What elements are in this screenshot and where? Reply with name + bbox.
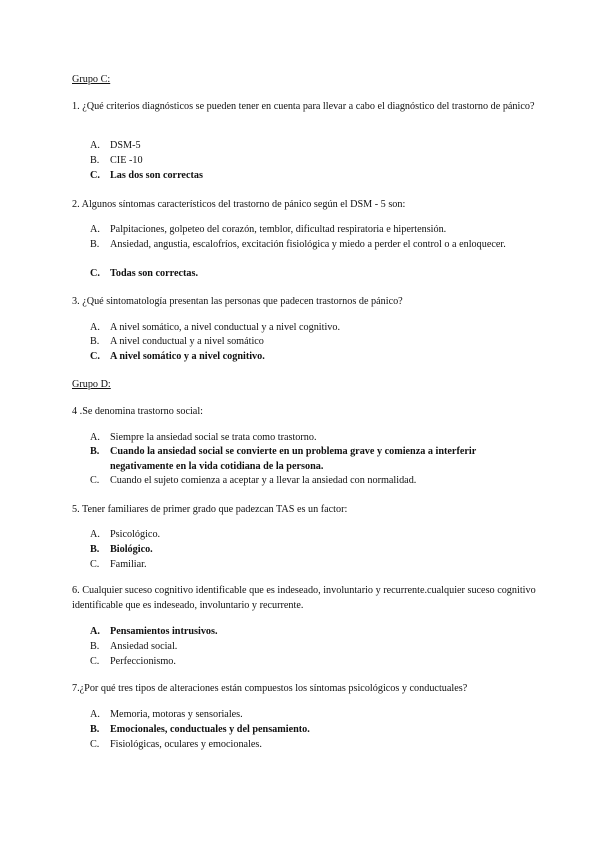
question-4: 4 .Se denomina trastorno social: <box>72 406 203 417</box>
question-2: 2. Algunos síntomas característicos del trastorno de pánico según el DSM - 5 son: <box>72 199 406 210</box>
q7-option-a: A. Memoria, motoras y sensoriales. <box>90 709 243 720</box>
question-3: 3. ¿Qué sintomatología presentan las personas que padecen trastornos de pánico? <box>72 296 403 307</box>
q6-option-b: B. Ansiedad social. <box>90 641 178 652</box>
q2-option-c: C. Todas son correctas. <box>90 268 199 279</box>
q1-option-b: B. CIE -10 <box>90 155 143 166</box>
q6-option-c: C. Perfeccionismo. <box>90 656 176 667</box>
question-1: 1. ¿Qué criterios diagnósticos se pueden tener en cuenta para llevar a cabo el diagnóstico del trastorno de pánico? <box>72 101 535 112</box>
q5-option-c: C. Familiar. <box>90 559 147 570</box>
q3-option-b: B. A nivel conductual y a nivel somático <box>90 336 264 347</box>
q7-option-c: C. Fisiológicas, oculares y emocionales. <box>90 739 262 750</box>
q5-option-a: A. Psicológico. <box>90 529 161 540</box>
q1-option-c: C. Las dos son correctas <box>90 170 203 181</box>
q4-option-a: A. Siempre la ansiedad social se trata como trastorno. <box>90 432 317 443</box>
question-7: 7.¿Por qué tres tipos de alteraciones están compuestos los síntomas psicológicos y conductuales? <box>72 683 468 694</box>
question-5: 5. Tener familiares de primer grado que padezcan TAS es un factor: <box>72 504 348 515</box>
q3-option-c: C. A nivel somático y a nivel cognitivo. <box>90 351 265 362</box>
group-d-heading: Grupo D: <box>72 379 111 390</box>
q3-option-a: A. A nivel somático, a nivel conductual y a nivel cognitivo. <box>90 322 341 333</box>
q1-option-a: A. DSM-5 <box>90 140 141 151</box>
q4-option-c: C. Cuando el sujeto comienza a aceptar y a llevar la ansiedad con normalidad. <box>90 475 417 486</box>
question-6: 6. Cualquier suceso cognitivo identificable que es indeseado, involuntario y recurrente.cualquier suceso cognitivo identificable que es indeseado, involuntario y recurrente. <box>72 585 536 611</box>
q6-option-a: A. Pensamientos intrusivos. <box>90 626 218 637</box>
q5-option-b: B. Biológico. <box>90 544 153 555</box>
q7-option-b: B. Emocionales, conductuales y del pensamiento. <box>90 724 310 735</box>
group-c-heading: Grupo C: <box>72 74 111 85</box>
q4-option-b: B. Cuando la ansiedad social se convierte en un problema grave y comienza a interferir negativamente en la vida cotidiana de la persona. <box>90 446 477 472</box>
q2-option-a: A. Palpitaciones, golpeteo del corazón, temblor, dificultad respiratoria e hipertensión. <box>90 224 447 235</box>
q2-option-b: B. Ansiedad, angustia, escalofríos, excitación fisiológica y miedo a perder el control o a enloquecer. <box>90 239 506 250</box>
